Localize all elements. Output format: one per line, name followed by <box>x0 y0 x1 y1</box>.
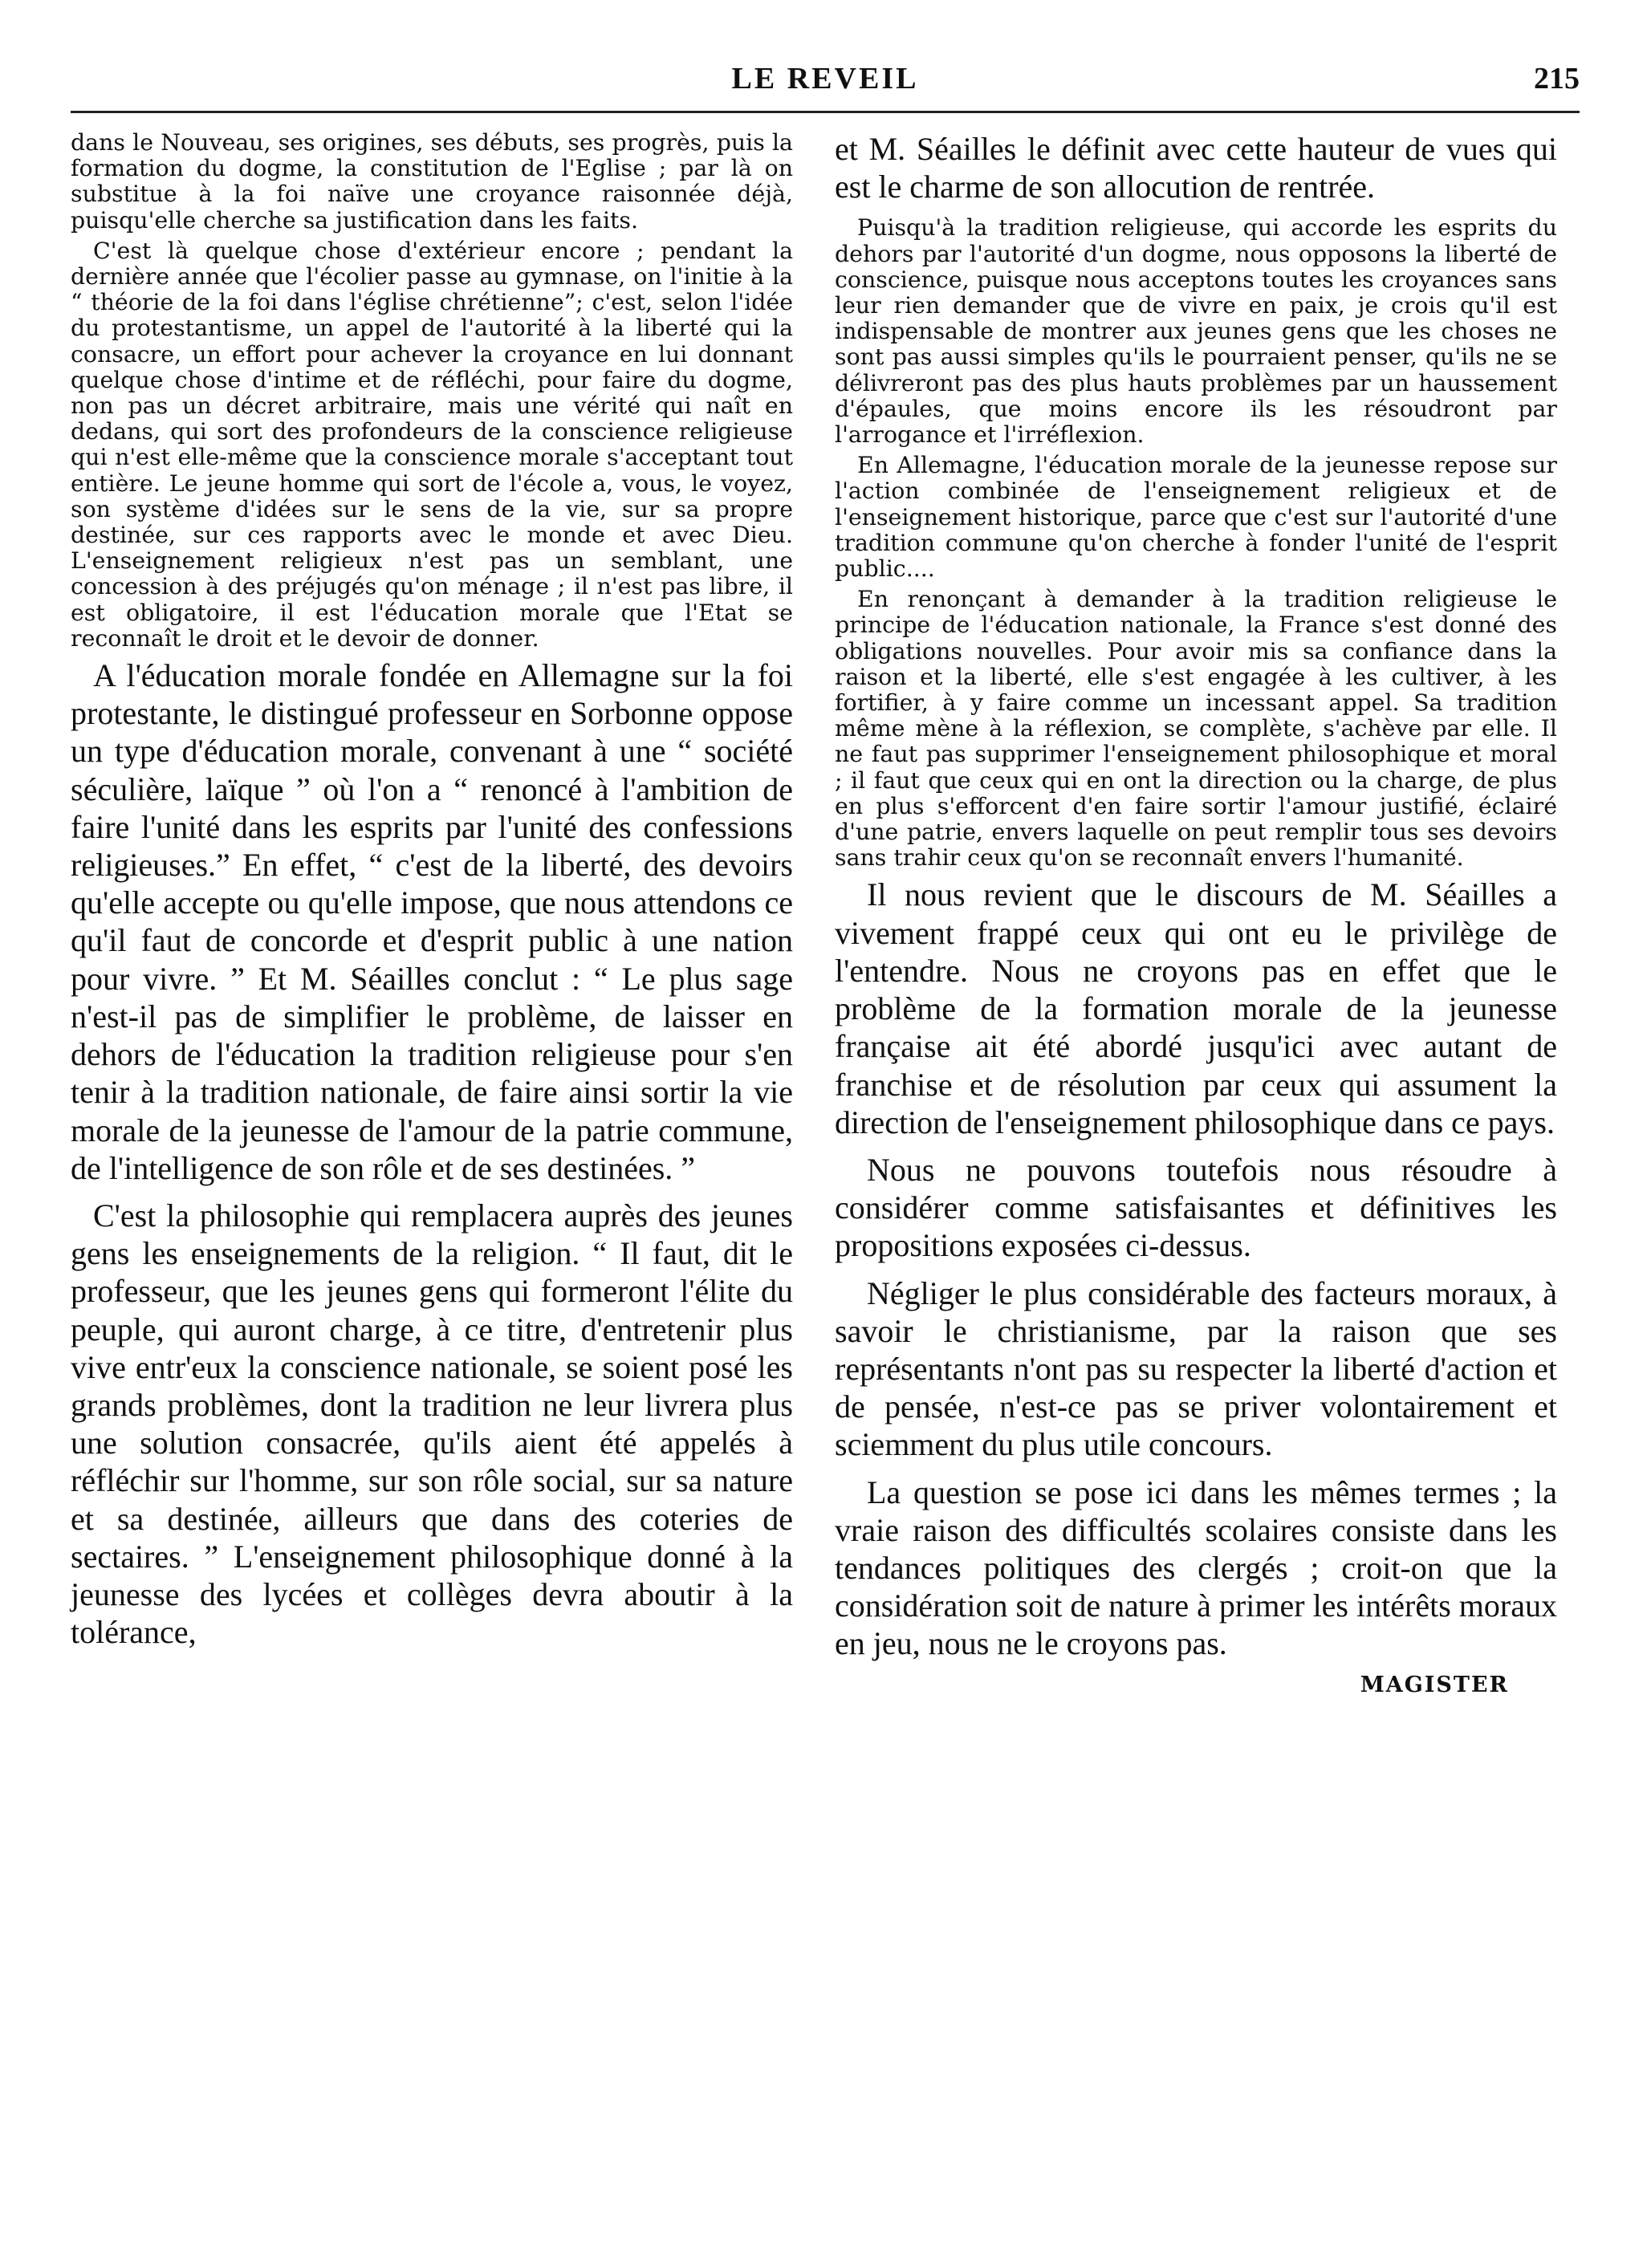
right-paragraph-5: Il nous revient que le discours de M. Séailles a vivement frappé ceux qui ont eu le privilège de l'entendre. Nous ne croyons pas en effet que le problème de la formation morale de la jeunesse française ait été abordé jusqu'ici avec autant de franchise et de résolution par ceux qui assument la direction de l'enseignement philosophique dans ce pays. <box>835 876 1557 1140</box>
running-title: LE REVEIL <box>731 62 919 96</box>
right-paragraph-2: Puisqu'à la tradition religieuse, qui accorde les esprits du dehors par l'autorité d'un dogme, nous opposons la liberté de conscience, puisque nous acceptons toutes les croyances sans leur rien demander que de vivre en paix, je crois qu'il est indispensable de montrer aux jeunes gens que les choses ne sont pas aussi simples qu'ils le pourraient penser, qu'ils ne se délivreront pas des plus hauts problèmes par un haussement d'épaules, que moins encore ils les résoudront par l'arrogance et l'irréflexion. <box>835 214 1557 449</box>
left-paragraph-4: C'est la philosophie qui remplacera auprès des jeunes gens les enseignements de la religion. “ Il faut, dit le professeur, que les jeunes gens qui formeront l'élite du peuple, qui auront charge, à ce titre, d'entretenir plus vive entr'eux la conscience nationale, se soient posé les grands problèmes, dont la tradition ne leur livrera plus une solution consacrée, qu'ils aient été appelés à réfléchir sur l'homme, sur son rôle social, sur sa nature et sa destinée, ailleurs que dans des coteries de sectaires. ” L'enseignement philosophique donné à la jeunesse des lycées et collèges devra aboutir à la tolérance, <box>71 1197 793 1651</box>
header-rule <box>71 111 1580 113</box>
author-signature: MAGISTER <box>1360 1672 1509 1697</box>
right-paragraph-1: et M. Séailles le définit avec cette hauteur de vues qui est le charme de son allocution de rentrée. <box>835 131 1557 205</box>
left-paragraph-1: dans le Nouveau, ses origines, ses débuts, ses progrès, puis la formation du dogme, la constitution de l'Eglise ; par là on substitue à la foi naïve une croyance raisonnée déjà, puisqu'elle cherche sa justification dans les faits. <box>71 129 793 234</box>
right-column <box>835 130 1557 1697</box>
right-paragraph-6: Nous ne pouvons toutefois nous résoudre à considérer comme satisfaisantes et définitives les propositions exposées ci-dessus. <box>835 1151 1557 1264</box>
left-paragraph-3: A l'éducation morale fondée en Allemagne sur la foi protestante, le distingué professeur en Sorbonne oppose un type d'éducation morale, convenant à une “ société séculière, laïque ” où l'on a “ renoncé à l'ambition de faire l'unité dans les esprits par l'unité des confessions religieuses.” En effet, “ c'est de la liberté, des devoirs qu'elle accepte ou qu'elle impose, que nous attendons ce qu'il faut de concorde et d'esprit public à une nation pour vivre. ” Et M. Séailles conclut : “ Le plus sage n'est-il pas de simplifier le problème, de laisser en dehors de l'éducation la tradition religieuse pour s'en tenir à la tradition nationale, de faire ainsi sortir la vie morale de la jeunesse de l'amour de la patrie commune, de l'intelligence de son rôle et de ses destinées. ” <box>71 657 793 1186</box>
left-paragraph-2: C'est là quelque chose d'extérieur encore ; pendant la dernière année que l'écolier passe au gymnase, on l'initie à la “ théorie de la foi dans l'église chrétienne”; c'est, selon l'idée du protestantisme, un appel de l'autorité à la liberté qui la consacre, un effort pour achever la croyance en lui donnant quelque chose d'intime et de réfléchi, pour faire du dogme, non pas un décret arbitraire, mais une vérité qui naît en dedans, qui sort des profondeurs de la conscience religieuse qui n'est elle-même que la conscience morale s'acceptant tout entière. Le jeune homme qui sort de l'école a, vous, le voyez, son système d'idées sur le sens de la vie, sur sa propre destinée, sur ces rapports avec le monde et avec Dieu. L'enseignement religieux n'est pas un semblant, une concession à des préjugés qu'on ménage ; il n'est pas libre, il est obligatoire, il est l'éducation morale que l'Etat se reconnaît le droit et le devoir de donner. <box>71 237 793 652</box>
page-header <box>71 55 1580 103</box>
page-number: 215 <box>1534 62 1580 96</box>
right-paragraph-4: En renonçant à demander à la tradition religieuse le principe de l'éducation nationale, la France s'est donné des obligations nouvelles. Pour avoir mis sa confiance dans la raison et la liberté, elle s'est engagée à les cultiver, à les fortifier, à y faire comme un incessant appel. Sa tradition même mène à la réflexion, se complète, s'achève par elle. Il ne faut pas supprimer l'enseignement philosophique et moral ; il faut que ceux qui en ont la direction ou la charge, de plus en plus s'efforcent d'en faire sortir l'amour justifié, éclairé d'une patrie, envers laquelle on peut remplir tous ses devoirs sans trahir ceux qu'on se reconnaît envers l'humanité. <box>835 586 1557 872</box>
right-paragraph-7: Négliger le plus considérable des facteurs moraux, à savoir le christianisme, par la raison que ses représentants n'ont pas su respecter la liberté d'action et de pensée, n'est-ce pas se priver volontairement et sciemment du plus utile concours. <box>835 1274 1557 1463</box>
right-paragraph-3: En Allemagne, l'éducation morale de la jeunesse repose sur l'action combinée de l'enseignement religieux et de l'enseignement historique, parce que c'est sur l'autorité d'une tradition commune qu'on cherche à fonder l'unité de l'esprit public.... <box>835 452 1557 583</box>
right-paragraph-8: La question se pose ici dans les mêmes termes ; la vraie raison des difficultés scolaires consiste dans les tendances politiques des clergés ; croit-on que la considération soit de nature à primer les intérêts moraux en jeu, nous ne le croyons pas. <box>835 1473 1557 1662</box>
left-column <box>71 130 793 1660</box>
